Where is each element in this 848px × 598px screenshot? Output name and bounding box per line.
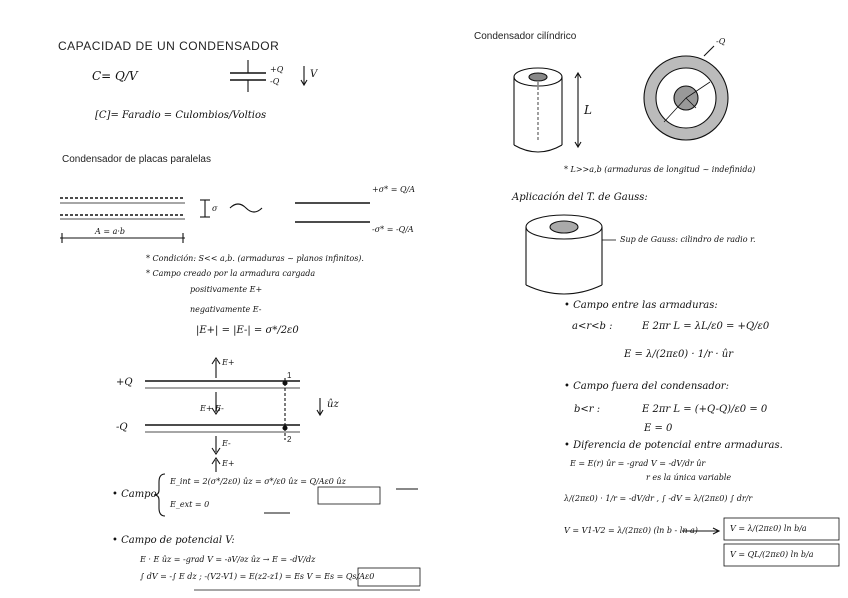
- region-outside: b<r :: [574, 404, 601, 415]
- sigma-bottom: -σ* = -Q/A: [372, 225, 414, 234]
- field-result: E = λ/(2πε0) · 1/r · ûr: [624, 349, 734, 360]
- plate-charge-plus: +Q: [270, 65, 284, 74]
- gauss-title: Aplicación del T. de Gauss:: [512, 192, 648, 203]
- e-mid-label: E+ E-: [200, 404, 224, 413]
- e-plus-top: E+: [222, 358, 235, 367]
- length-note: * L>>a,b (armaduras de longitud ~ indefinida): [564, 165, 756, 174]
- sigma-top: +σ* = Q/A: [372, 185, 415, 194]
- field-zero: E = 0: [644, 423, 673, 434]
- negative-line: negativamente E-: [190, 305, 262, 314]
- gauss-surface-note: Sup de Gauss: cilindro de radio r.: [620, 235, 756, 244]
- plate-top-label: +Q: [116, 377, 133, 388]
- parallel-plates-side-drawing: [145, 358, 323, 472]
- plate-bottom-label: -Q: [116, 422, 128, 433]
- condition-1: * Condición: S<< a,b. (armaduras ~ planos infinitos).: [146, 254, 364, 263]
- dimensions-label: A = a·b: [95, 227, 125, 236]
- gradient-equation: E = E(r) ûr = -grad V = -dV/dr ûr: [570, 459, 706, 468]
- e-minus-bottom: E-: [222, 439, 231, 448]
- campo-entre-heading: • Campo entre las armaduras:: [564, 300, 718, 311]
- e-interior: E_int = 2(σ*/2ε0) ûz = σ*/ε0 ûz = Q/Aε0 ûz: [170, 477, 346, 486]
- variable-note: r es la única variable: [646, 473, 732, 482]
- capacitance-formula: C= Q/V: [92, 69, 138, 83]
- gauss-cylinder-drawing: [526, 215, 616, 294]
- units-line: [C]= Faradio = Culombios/Voltios: [95, 110, 267, 121]
- boxed-result-charge: V = QL/(2πε0) ln b/a: [730, 550, 814, 559]
- field-magnitude: |E+| = |E-| = σ*/2ε0: [196, 325, 299, 336]
- v-arrow-icon: [301, 66, 307, 85]
- potential-difference-heading: • Diferencia de potencial entre armaduras.: [564, 440, 783, 451]
- e-plus-bottom: E+: [222, 459, 235, 468]
- positive-line: positivamente E+: [190, 285, 263, 294]
- integral-equation: λ/(2πε0) · 1/r = -dV/dr , ∫ -dV = λ/(2πε0) ∫ dr/r: [564, 494, 753, 503]
- page-title: Condensador cilíndrico: [474, 31, 577, 42]
- point-2: 2: [287, 435, 292, 444]
- sigma-side: σ: [212, 204, 218, 213]
- uz-label: ûz: [327, 399, 339, 410]
- page-title: CAPACIDAD DE UN CONDENSADOR: [58, 39, 280, 53]
- cylinder-side-drawing: [514, 68, 581, 152]
- voltage-label: V: [310, 69, 318, 80]
- boxed-result-lambda: V = λ/(2πε0) ln b/a: [730, 524, 807, 533]
- right-page-drawings: [424, 0, 848, 598]
- point-1: 1: [287, 371, 292, 380]
- e-exterior: E_ext = 0: [170, 500, 210, 509]
- length-label: L: [584, 103, 592, 117]
- potencial-line-2: ∫ dV = -∫ E dz ; -(V2-V1) = E(z2-z1) = Es V = Es = Qs/Aε0: [140, 572, 375, 581]
- plate-charge-minus: -Q: [270, 77, 280, 86]
- section-heading-parallel: Condensador de placas paralelas: [62, 154, 211, 165]
- right-page: [424, 0, 848, 598]
- potential-difference-result: V = V1-V2 = λ/(2πε0) (ln b - ln a): [564, 526, 698, 535]
- capacitor-symbol: [230, 60, 266, 92]
- gauss-equation: E 2πr L = λL/ε0 = +Q/ε0: [642, 321, 770, 332]
- campo-fuera-heading: • Campo fuera del condensador:: [564, 381, 729, 392]
- potencial-line-1: E · E ûz = -grad V = -∂V/∂z ûz → E = -dV/dz: [140, 555, 316, 564]
- gauss-outside-equation: E 2πr L = (+Q-Q)/ε0 = 0: [642, 404, 768, 415]
- region-inside: a<r<b :: [572, 321, 613, 332]
- potencial-label: • Campo de potencial V:: [112, 535, 235, 546]
- charge-label: -Q: [716, 37, 726, 46]
- campo-label: • Campo: [112, 489, 157, 500]
- cylinder-cross-section: [644, 46, 728, 140]
- condition-2: * Campo creado por la armadura cargada: [146, 269, 316, 278]
